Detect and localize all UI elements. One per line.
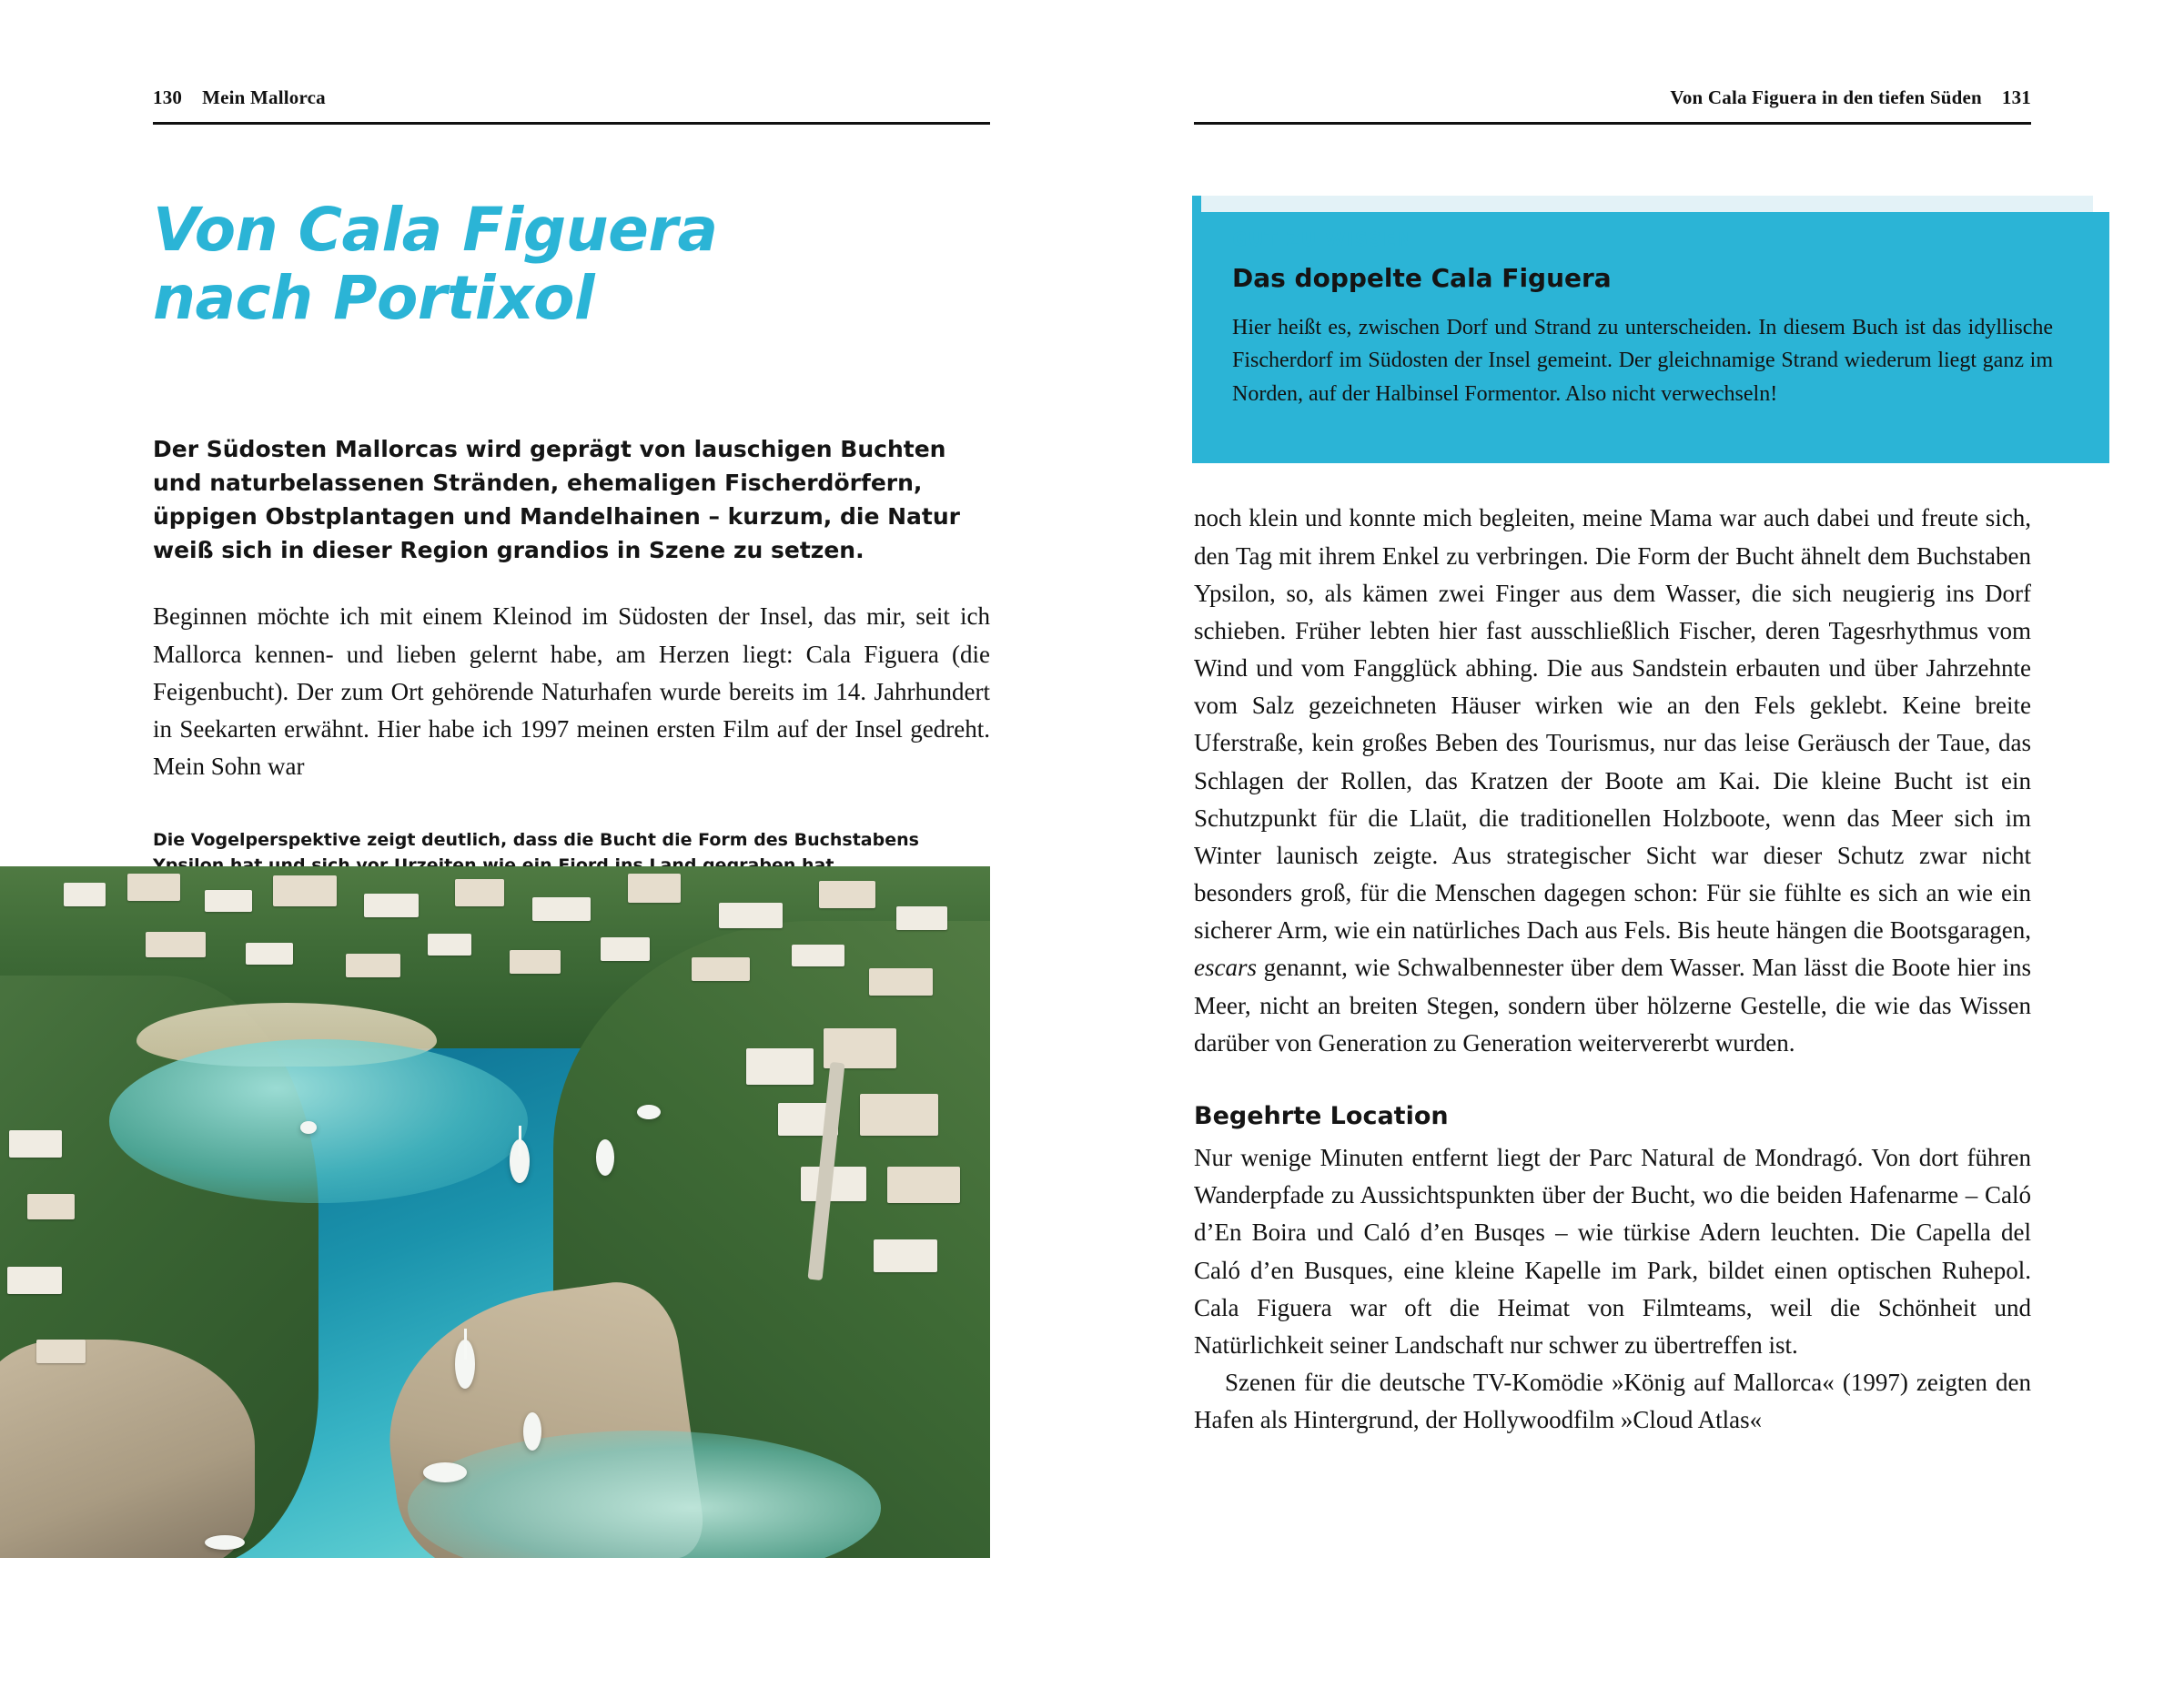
- photo-boat: [300, 1121, 317, 1134]
- photo-building: [887, 1167, 960, 1203]
- right-body-text: [1194, 500, 2031, 1439]
- photo-building: [719, 903, 783, 928]
- photo-building: [628, 874, 681, 903]
- photo-building: [874, 1239, 937, 1272]
- photo-building: [510, 950, 561, 974]
- photo-building: [36, 1340, 86, 1363]
- body-italic-term: escars: [1194, 954, 1257, 982]
- rule-right: [1194, 122, 2031, 125]
- photo-building: [455, 879, 504, 906]
- photo-building: [205, 890, 252, 912]
- right-column: [1194, 196, 2053, 1439]
- photo-boat: [637, 1105, 661, 1119]
- photo-building: [246, 943, 293, 965]
- photo-building: [273, 875, 337, 906]
- photo-boat: [596, 1139, 614, 1176]
- photo-building: [692, 957, 750, 981]
- info-box-heading: Das doppelte Cala Figuera: [1232, 263, 1612, 293]
- photo-sailboat: [510, 1139, 530, 1183]
- info-box: [1192, 196, 2093, 447]
- intro-paragraph: Beginnen möchte ich mit einem Kleinod im Südosten der Insel, das mir, seit ich Mallorca kennen- und lieben gelernt habe, am Herzen liegt: Cala Figuera (die Feigenbucht). Der zum Ort gehörende Naturhafen wurde bereits im 14. Jahrhundert in Seekarten erwähnt. Hier habe ich 1997 meinen ersten Film auf der Insel gedreht. Mein Sohn war: [153, 602, 990, 780]
- photo-building: [9, 1130, 62, 1158]
- page-number-left: 130: [153, 86, 183, 108]
- photo-building: [869, 968, 933, 996]
- photo-building: [860, 1094, 938, 1136]
- page-number-right: 131: [2001, 86, 2031, 108]
- page-title-line2: nach Portixol: [153, 263, 595, 334]
- photo-sailboat: [455, 1340, 475, 1389]
- photo-building: [364, 894, 419, 917]
- photo-boat: [205, 1535, 245, 1550]
- running-head-left: [153, 86, 326, 109]
- photo-building: [127, 874, 180, 901]
- photo-building: [346, 954, 400, 977]
- page-title: [153, 196, 990, 332]
- photo-building: [64, 883, 106, 906]
- body-part-2: genannt, wie Schwalbennester über dem Wasser. Man lässt die Boote hier ins Meer, nicht an breiten Stegen, sondern über hölzerne Gestelle, die wie das Wissen darüber von Generation zu Generation weitervererbt wurden.: [1194, 954, 2031, 1057]
- info-box-text: Hier heißt es, zwischen Dorf und Strand zu unterscheiden. In diesem Buch ist das idyllische Fischerdorf im Südosten der Insel gemeint. Der gleichnamige Strand wiederum liegt ganz im Norden, auf der Halbinsel Formentor. Also nicht verwechseln!: [1232, 316, 2053, 406]
- book-title-left: Mein Mallorca: [202, 86, 326, 108]
- photo-canvas: [0, 866, 990, 1558]
- photo-building: [746, 1048, 814, 1085]
- info-box-kicker: GUT ZU WISSEN: [1232, 228, 1414, 250]
- photo-shallow-water-north: [109, 1039, 528, 1203]
- info-box-content: [1232, 228, 2053, 410]
- left-column: [153, 196, 990, 879]
- photo-building: [792, 945, 844, 966]
- photo-building: [819, 881, 875, 908]
- photo-caption: Die Vogelperspektive zeigt deutlich, dass die Bucht die Form des Buchstabens: [153, 829, 919, 850]
- photo-building: [532, 897, 591, 921]
- aerial-photo: [0, 866, 990, 1558]
- body-paragraph-3: Szenen für die deutsche TV-Komödie »König auf Mallorca« (1997) zeigten den Hafen als Hintergrund, der Hollywoodfilm »Cloud Atlas«: [1194, 1369, 2031, 1434]
- photo-boat: [523, 1412, 541, 1451]
- rule-left: [153, 122, 990, 125]
- photo-building: [27, 1194, 75, 1219]
- photo-building: [146, 932, 206, 957]
- body-paragraph-continued: [1194, 500, 2031, 1062]
- body-paragraph-2: Nur wenige Minuten entfernt liegt der Parc Natural de Mondragó. Von dort führen Wanderpfade zu Aussichtspunkten über der Bucht, wo die beiden Hafenarme – Caló d’En Boira und Caló d’en Busqes – wie türkise Adern leuchten. Die Capella del Caló d’en Busques, eine kleine Kapelle im Park, bildet einen optischen Ruhepol. Cala Figuera war oft die Heimat von Filmteams, weil die Schönheit und Natürlichkeit seiner Landschaft nur schwer zu übertreffen ist.: [1194, 1143, 2031, 1359]
- chapter-title-right: Von Cala Figuera in den tiefen Süden: [1670, 86, 1982, 108]
- section-subheading: Begehrte Location: [1194, 1101, 1449, 1130]
- photo-building: [896, 906, 947, 930]
- lead-paragraph: Der Südosten Mallorcas wird geprägt von lauschigen Buchten und naturbelassenen Stränden, ehemaligen Fischerdörfern, üppigen Obstplantagen und Mandelhainen – kurzum, die Natur weiß sich in dieser Region grandios in Szene zu setzen.: [153, 436, 960, 564]
- photo-building: [7, 1267, 62, 1294]
- photo-boat: [423, 1462, 467, 1482]
- running-head-right: [1670, 86, 2031, 109]
- photo-building: [801, 1167, 866, 1201]
- body-part-1: noch klein und konnte mich begleiten, meine Mama war auch dabei und freute sich, den Tag mit ihrem Enkel zu verbringen. Die Form der Bucht ähnelt dem Buchstaben Ypsilon, so, als kämen zwei Finger aus dem Wasser, die sich neugierig ins Dorf schieben. Früher lebten hier fast ausschließlich Fischer, deren Tagesrhythmus vom Wind und vom Fangglück abhing. Die aus Sandstein erbauten und über Jahrzehnte vom Salz gezeichneten Häuser wirken wie an den Fels geklebt. Keine breite Uferstraße, kein großes Beben des Tourismus, nur das leise Geräusch der Taue, das Schlagen der Rollen, das Kratzen der Boote am Kai. Die kleine Bucht ist ein Schutzpunkt für die Llaüt, die traditionellen Holzboote, wenn das Meer sich im Winter launisch zeigte. Aus strategischer Sicht war dieser Schutz zwar nicht besonders groß, für die Menschen dagegen schon: Für sie fühlte es sich an wie ein sicherer Arm, wie ein natürliches Dach aus Fels. Bis heute hängen die Bootsgaragen,: [1194, 504, 2031, 945]
- photo-building: [601, 937, 650, 961]
- page-title-line1: Von Cala Figuera: [153, 195, 718, 265]
- photo-building: [428, 934, 471, 956]
